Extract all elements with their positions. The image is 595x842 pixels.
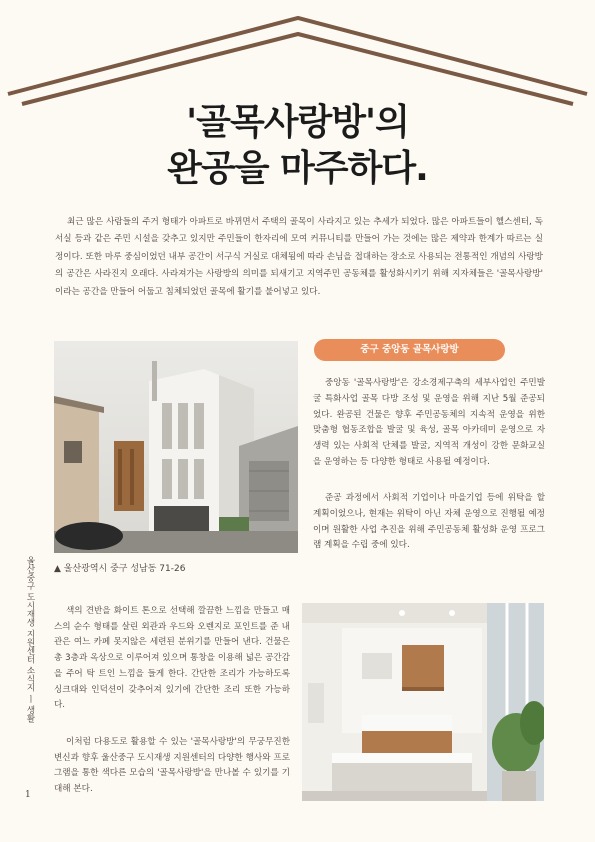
section-badge: 중구 중앙동 골목사랑방 (314, 339, 505, 361)
side-label: 울산중구 도시재생 지원센터 소식지 ㅣ 생활 (25, 556, 35, 723)
title-line-1: '골목사랑방'의 (186, 102, 409, 143)
right-paragraph-2: 준공 과정에서 사회적 기업이나 마을기업 등에 위탁을 할 계획이었으나, 현재는 위탁이 아닌 자체 운영으로 진행될 예정이며 원활한 사업 추진을 위해 주민공동체 활성화 운영 프로그램 계획을 수립 중에 있다. (313, 493, 545, 551)
photo-caption: ▲ 울산광역시 중구 성남동 71-26 (54, 564, 186, 574)
left-paragraph-2: 이처럼 다용도로 활용할 수 있는 '골목사랑방'의 무궁무진한 변신과 향후 울산중구 도시재생 지원센터의 다양한 행사와 프로그램을 통한 색다른 모습의 '골목사랑방'을 만나볼 수 있기를 기대해 본다. (54, 737, 290, 795)
left-paragraph-1: 색의 견반을 화이트 톤으로 선택해 깔끔한 느낌을 만들고 매스의 순수 형태를 살린 외관과 우드와 오렌지로 포인트를 준 내관은 여느 카페 못지않은 세련된 분위기를 만들어 낸다. 건물은 총 3층과 옥상으로 이루어져 있으며 통창을 이용해 넓은 공간감을 주어 탁 트인 느낌을 들게 한다. 간단한 조리가 가능하도록 싱크대와 인덕션이 갖추어져 있기에 간단한 조리 또한 가능하다. (54, 606, 290, 711)
page-title (0, 100, 595, 192)
interior-kitchen-photo (302, 603, 544, 801)
roof-line-outer (8, 18, 587, 94)
page-number: 1 (25, 790, 31, 800)
title-line-2: 완공을 마주하다. (167, 148, 428, 189)
right-paragraph-1: 중앙동 '골목사랑방'은 강소경제구축의 세부사업인 주민발굴 특화사업 골목 다방 조성 및 운영을 위해 지난 5월 준공되었다. 완공된 건물은 향후 주민공동체의 지속적 운영을 위한 맞춤형 협동조합을 발굴 및 육성, 골목 아카데미 운영으로 자생력 있는 사회적 단체를 발굴, 지역적 개성이 강한 문화교실을 운영하는 등 다양한 형태로 사용될 예정이다. (313, 378, 545, 467)
intro-paragraph: 최근 많은 사람들의 주거 형태가 아파트로 바뀌면서 주택의 골목이 사라지고 있는 추세가 되었다. 많은 아파트들이 헬스센터, 독서실 등과 같은 주민 시설을 갖추고 있지만 주민들이 한자리에 모여 커뮤니티를 만들어 가는 것에는 많은 제약과 한계가 따르는 실정이다. 또한 마루 중심이었던 내부 공간이 서구식 거실로 대체됨에 따라 손님을 접대하는 장소로 사용되는 전통적인 개념의 사랑방의 공간은 사라진지 오래다. 사라져가는 사랑방의 의미를 되새기고 지역주민 공동체를 활성화시키기 위해 지자체들은 '골목사랑방' 이라는 공간을 만들어 어둡고 침체되었던 골목에 활기를 불어넣고 있다. (55, 217, 543, 297)
building-exterior-photo (54, 341, 298, 553)
